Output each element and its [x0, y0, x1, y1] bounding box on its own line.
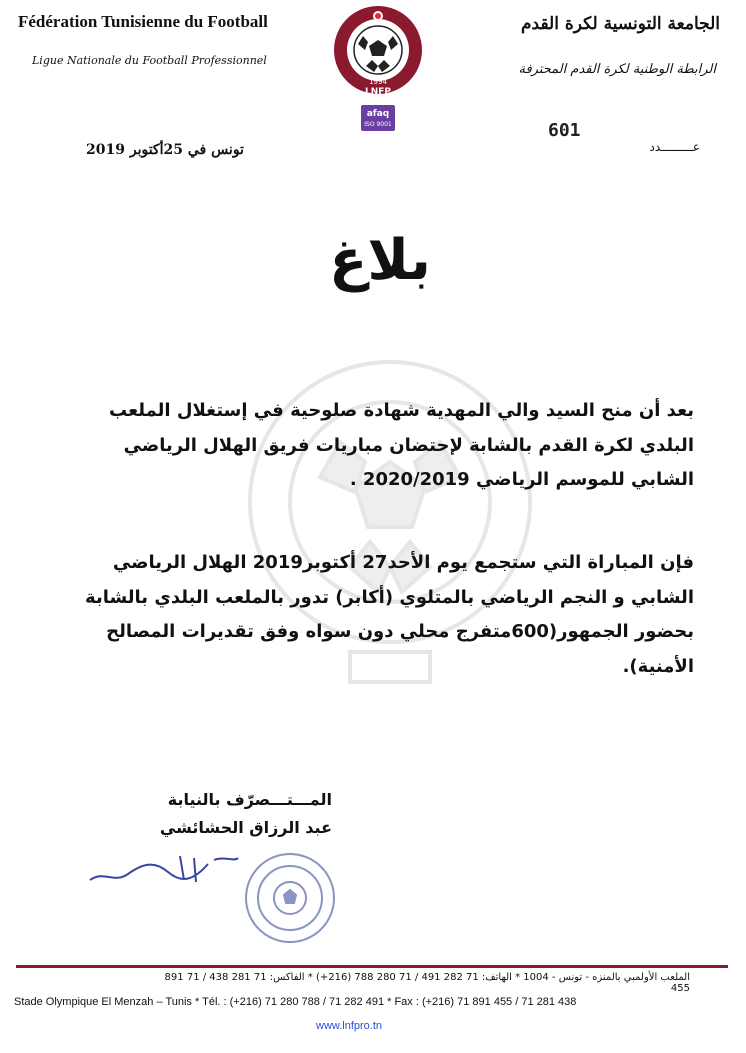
document-number: 601 [548, 120, 581, 141]
logo-text: LNFP [364, 87, 392, 97]
league-subtitle-ar: الرابطة الوطنية لكرة القدم المحترفة [518, 62, 716, 77]
league-subtitle-fr: Ligue Nationale du Football Professionnel [32, 54, 267, 67]
document-date: تونس في 25أكتوبر 2019 [86, 142, 244, 158]
signatory-name: عبد الرزاق الحشائشي [159, 818, 332, 837]
paragraph-2: فإن المباراة التي ستجمع يوم الأحد27 أكتوبر2019 الهلال الرياضي الشابي و النجم الرياضي بالمتلوي (أكابر) تدور بالملعب البلدي بالشابة بحضور الجمهور(600متفرج محلي دون سواه وفق تقديرات المصالح الأمنية). [85, 552, 694, 677]
federation-title-ar: الجامعة التونسية لكرة القدم [521, 14, 720, 34]
lnfp-logo-icon [330, 4, 426, 100]
footer-address-fr: Stade Olympique El Menzah – Tunis * Tél. : (+216) 71 280 788 / 71 282 491 * Fax : (+216) 71 891 455 / 71 281 438 [14, 996, 577, 1008]
handwritten-signature-icon [84, 850, 244, 890]
logo-year: 1994 [369, 78, 387, 86]
document-number-label: عـــــــــدد [649, 140, 700, 154]
federation-title-fr: Fédération Tunisienne du Football [18, 12, 268, 31]
footer-website-link[interactable]: www.lnfpro.tn [316, 1020, 383, 1032]
cert-text: afaq [366, 109, 390, 119]
cert-iso: ISO 9001 [364, 121, 392, 128]
footer-address-ar: الملعب الأولمبي بالمنزه - تونس - 1004 * الهاتف: 71 282 491 / 71 280 788 (216+) * الفاكس: 71 281 438 / 71 891 455 [164, 972, 690, 994]
paragraph-1: بعد أن منح السيد والي المهدية شهادة صلوحية في إستغلال الملعب البلدي لكرة القدم بالشابة لإحتضان مباريات فريق الهلال الرياضي الشابي للموسم الرياضي 2020/2019 . [109, 400, 694, 490]
footer-divider [16, 965, 728, 968]
official-stamp-icon [234, 848, 346, 948]
signatory-role: المـــتـــصرّف بالنيابة [167, 790, 332, 809]
document-heading: بلاغ [329, 228, 431, 293]
afaq-certification-icon [360, 104, 396, 136]
